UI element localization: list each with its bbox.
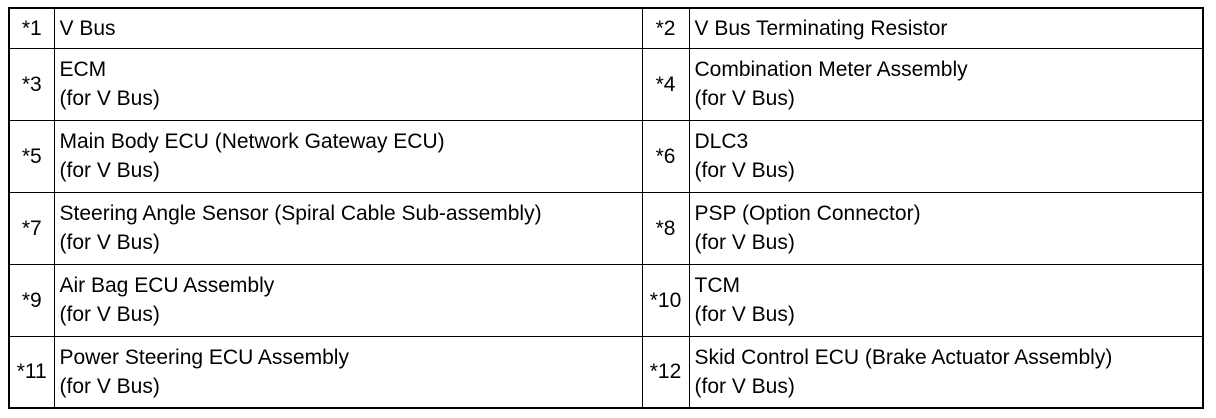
item-name: Air Bag ECU Assembly <box>59 274 275 297</box>
item-description <box>689 8 1203 48</box>
legend-table <box>8 7 1204 409</box>
item-description <box>54 192 642 264</box>
item-description <box>54 48 642 120</box>
item-qualifier: (for V Bus) <box>59 303 160 326</box>
item-marker: *9 <box>9 264 54 336</box>
item-description <box>689 120 1203 192</box>
item-marker: *12 <box>642 336 689 408</box>
item-marker: *1 <box>9 8 54 48</box>
item-qualifier: (for V Bus) <box>59 374 160 398</box>
item-qualifier: (for V Bus) <box>694 159 795 182</box>
item-description <box>689 336 1203 408</box>
item-name: V Bus Terminating Resistor <box>694 16 948 40</box>
item-marker: *11 <box>9 336 54 408</box>
item-name: Combination Meter Assembly <box>694 58 968 81</box>
item-marker: *3 <box>9 48 54 120</box>
item-qualifier: (for V Bus) <box>59 159 160 182</box>
item-name: ECM <box>59 58 107 81</box>
item-qualifier: (for V Bus) <box>694 87 795 110</box>
table-row <box>9 8 1203 48</box>
item-name: Steering Angle Sensor (Spiral Cable Sub-assembly) <box>59 202 542 225</box>
item-description <box>689 264 1203 336</box>
table-row <box>9 264 1203 336</box>
item-name: V Bus <box>59 16 116 40</box>
item-description <box>54 336 642 408</box>
item-name: Main Body ECU (Network Gateway ECU) <box>59 130 445 153</box>
item-marker: *2 <box>642 8 689 48</box>
item-name: TCM <box>694 274 740 297</box>
item-marker: *4 <box>642 48 689 120</box>
item-description <box>689 48 1203 120</box>
table-row <box>9 120 1203 192</box>
table-row <box>9 336 1203 408</box>
table-row <box>9 192 1203 264</box>
item-name: Power Steering ECU Assembly <box>59 345 349 369</box>
item-marker: *6 <box>642 120 689 192</box>
table-row <box>9 48 1203 120</box>
item-description <box>689 192 1203 264</box>
item-qualifier: (for V Bus) <box>59 87 160 110</box>
item-name: PSP (Option Connector) <box>694 202 921 225</box>
item-description <box>54 8 642 48</box>
item-marker: *8 <box>642 192 689 264</box>
item-name: Skid Control ECU (Brake Actuator Assembly) <box>694 345 1113 369</box>
item-marker: *7 <box>9 192 54 264</box>
item-description <box>54 120 642 192</box>
item-marker: *5 <box>9 120 54 192</box>
item-marker: *10 <box>642 264 689 336</box>
item-qualifier: (for V Bus) <box>694 374 795 398</box>
item-qualifier: (for V Bus) <box>59 231 160 254</box>
item-qualifier: (for V Bus) <box>694 303 795 326</box>
item-name: DLC3 <box>694 130 749 153</box>
item-qualifier: (for V Bus) <box>694 231 795 254</box>
item-description <box>54 264 642 336</box>
